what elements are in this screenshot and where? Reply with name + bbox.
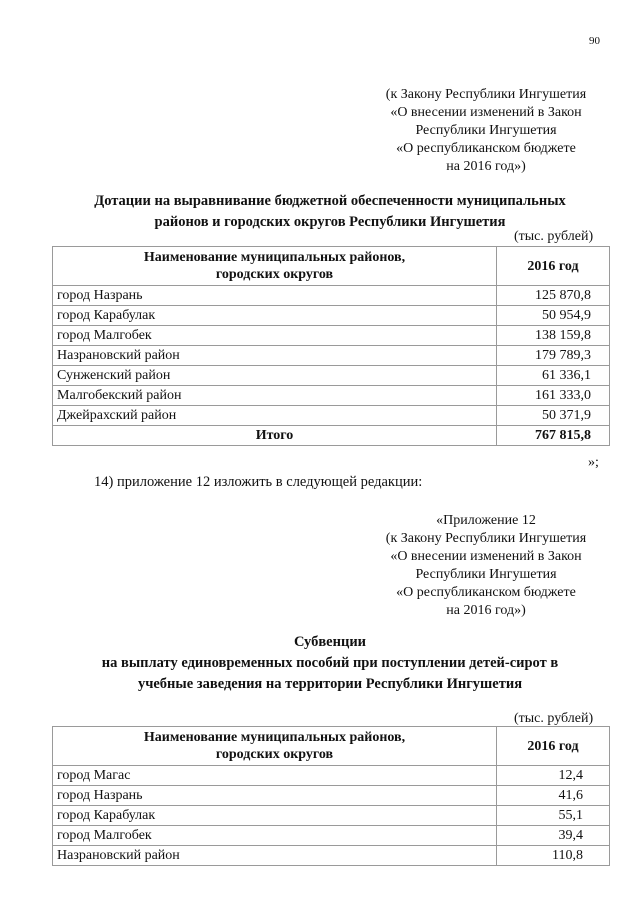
reference-line: «О республиканском бюджете: [396, 141, 576, 156]
header-line: городских округов: [215, 267, 334, 282]
row-name: Джейрахский район: [53, 406, 497, 426]
header-line: Наименование муниципальных районов,: [143, 250, 406, 265]
reference-line: Республики Ингушетия: [415, 123, 557, 138]
subventions-table: [52, 726, 610, 866]
table-row: [53, 806, 610, 826]
reference-line: «Приложение 12: [436, 513, 536, 528]
table-row: [53, 346, 610, 366]
reference-line: (к Закону Республики Ингушетия: [385, 531, 587, 546]
table-row: [53, 786, 610, 806]
row-name: город Карабулак: [53, 806, 497, 826]
reference-line: «О внесении изменений в Закон: [390, 549, 582, 564]
row-name: Назрановский район: [53, 846, 497, 866]
total-label: Итого: [53, 426, 497, 446]
row-value: 12,4: [497, 766, 610, 786]
row-value: 39,4: [497, 826, 610, 846]
row-value: 50 954,9: [497, 306, 610, 326]
reference-line: на 2016 год»): [446, 159, 526, 174]
table-row: [53, 766, 610, 786]
row-name: Назрановский район: [53, 346, 497, 366]
title-line: Дотации на выравнивание бюджетной обеспеченности муниципальных: [94, 193, 566, 209]
row-value: 161 333,0: [497, 386, 610, 406]
row-value: 61 336,1: [497, 366, 610, 386]
row-name: Сунженский район: [53, 366, 497, 386]
row-value: 110,8: [497, 846, 610, 866]
closing-quote: »;: [588, 455, 599, 470]
table-row: [53, 846, 610, 866]
section-title-subsidies: [40, 191, 620, 233]
table-row: [53, 366, 610, 386]
reference-line: Республики Ингушетия: [415, 567, 557, 582]
table-row: [53, 386, 610, 406]
row-name: город Назрань: [53, 286, 497, 306]
law-reference-block: [366, 86, 606, 176]
row-name: город Малгобек: [53, 326, 497, 346]
row-name: город Назрань: [53, 786, 497, 806]
table-total-row: [53, 426, 610, 446]
column-header-name: [53, 727, 497, 766]
row-value: 55,1: [497, 806, 610, 826]
units-label: (тыс. рублей): [514, 711, 594, 726]
title-line: на выплату единовременных пособий при поступлении детей-сирот в: [101, 655, 559, 671]
row-name: город Магас: [53, 766, 497, 786]
row-value: 50 371,9: [497, 406, 610, 426]
subsidies-table: [52, 246, 610, 446]
reference-line: (к Закону Республики Ингушетия: [385, 87, 587, 102]
header-line: городских округов: [215, 747, 334, 762]
reference-line: «О республиканском бюджете: [396, 585, 576, 600]
title-line: районов и городских округов Республики Ингушетия: [154, 214, 506, 230]
header-line: Наименование муниципальных районов,: [143, 730, 406, 745]
title-line: Субвенции: [293, 634, 367, 650]
table-header-row: [53, 247, 610, 286]
row-value: 138 159,8: [497, 326, 610, 346]
table-row: [53, 326, 610, 346]
table-row: [53, 826, 610, 846]
column-header-name: [53, 247, 497, 286]
amendment-instruction: 14) приложение 12 изложить в следующей редакции:: [94, 474, 423, 490]
section-title-subventions: [40, 632, 620, 695]
reference-line: на 2016 год»): [446, 603, 526, 618]
page-number: 90: [589, 35, 600, 47]
table-header-row: [53, 727, 610, 766]
column-header-year: 2016 год: [497, 247, 610, 286]
appendix-reference-block: [366, 512, 606, 620]
row-name: город Карабулак: [53, 306, 497, 326]
row-value: 179 789,3: [497, 346, 610, 366]
reference-line: «О внесении изменений в Закон: [390, 105, 582, 120]
row-value: 125 870,8: [497, 286, 610, 306]
column-header-year: 2016 год: [497, 727, 610, 766]
row-name: город Малгобек: [53, 826, 497, 846]
row-value: 41,6: [497, 786, 610, 806]
table-row: [53, 406, 610, 426]
table-row: [53, 286, 610, 306]
row-name: Малгобекский район: [53, 386, 497, 406]
total-value: 767 815,8: [497, 426, 610, 446]
table-row: [53, 306, 610, 326]
units-label: (тыс. рублей): [514, 229, 594, 244]
title-line: учебные заведения на территории Республики Ингушетия: [137, 676, 523, 692]
